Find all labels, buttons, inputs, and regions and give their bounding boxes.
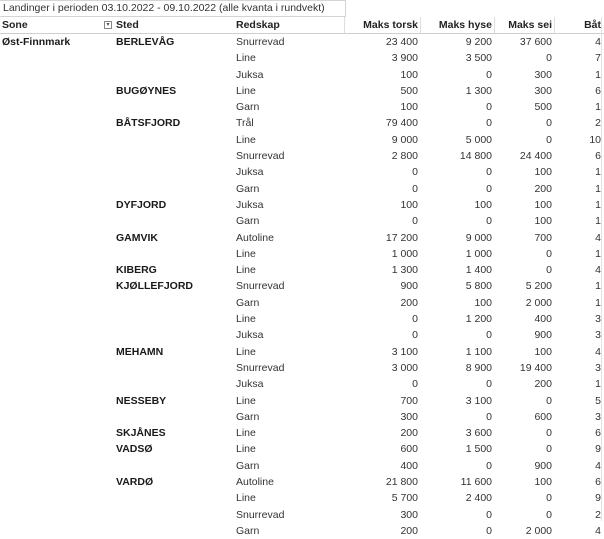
cell-maks-sei: 0: [546, 264, 552, 277]
table-row[interactable]: [0, 523, 604, 539]
cell-redskap: Line: [236, 492, 256, 505]
cell-maks-hyse: 1 300: [465, 84, 492, 97]
cell-sone: [0, 230, 114, 246]
cell-maks-torsk: 79 400: [385, 117, 418, 130]
cell-maks-sei: 0: [546, 394, 552, 407]
cell-maks-sei: 0: [546, 427, 552, 440]
cell-maks-torsk: 200: [400, 524, 418, 537]
cell-bat: 4: [595, 264, 601, 277]
cell-maks-hyse: 0: [486, 410, 492, 423]
col-header-bat[interactable]: Båt: [554, 17, 604, 33]
cell-maks-sei: 0: [546, 133, 552, 146]
cell-bat: 7: [595, 52, 601, 65]
cell-maks-hyse: 1 200: [465, 313, 492, 326]
cell-sone: [0, 181, 114, 197]
cell-sted: [114, 376, 234, 392]
cell-maks-torsk: 300: [400, 508, 418, 521]
cell-sone: [0, 295, 114, 311]
cell-bat: 6: [595, 476, 601, 489]
cell-sone: [0, 523, 114, 539]
cell-bat: 9: [595, 443, 601, 456]
cell-bat: 6: [595, 427, 601, 440]
cell-sone: [0, 99, 114, 115]
table-right-border: [601, 17, 602, 521]
cell-redskap: Juksa: [236, 198, 264, 211]
cell-sted: [114, 507, 234, 523]
cell-sted: [114, 458, 234, 474]
cell-sted: [114, 99, 234, 115]
cell-maks-sei: 0: [546, 492, 552, 505]
cell-maks-hyse: 0: [486, 166, 492, 179]
cell-maks-torsk: 100: [400, 68, 418, 81]
cell-redskap: Snurrevad: [236, 508, 285, 521]
table-row[interactable]: [0, 458, 604, 474]
table-row[interactable]: [0, 164, 604, 180]
cell-sted: [114, 164, 234, 180]
cell-maks-sei: 100: [534, 345, 552, 358]
cell-maks-sei: 0: [546, 508, 552, 521]
table-row[interactable]: [0, 83, 604, 99]
cell-maks-sei: 19 400: [519, 361, 552, 374]
table-row[interactable]: [0, 230, 604, 246]
cell-maks-torsk: 0: [412, 215, 418, 228]
cell-maks-sei: 300: [534, 84, 552, 97]
table-row[interactable]: [0, 262, 604, 278]
table-row[interactable]: [0, 441, 604, 457]
cell-sone: [0, 83, 114, 99]
cell-sone: [0, 409, 114, 425]
cell-maks-torsk: 1 000: [391, 247, 418, 260]
cell-sone: [0, 490, 114, 506]
cell-maks-hyse: 0: [486, 508, 492, 521]
cell-sone: [0, 441, 114, 457]
table-row[interactable]: [0, 34, 604, 50]
cell-maks-sei: 100: [534, 215, 552, 228]
cell-sted: [114, 523, 234, 539]
cell-redskap: Snurrevad: [236, 36, 285, 48]
cell-sone: [0, 311, 114, 327]
cell-bat: 1: [595, 378, 601, 391]
cell-bat: 4: [595, 459, 601, 472]
cell-sted: [114, 213, 234, 229]
cell-redskap: Juksa: [236, 378, 264, 391]
cell-redskap: Trål: [236, 117, 254, 130]
cell-maks-sei: 700: [534, 231, 552, 244]
cell-sone: [0, 197, 114, 213]
cell-sted: BÅTSFJORD: [116, 117, 181, 130]
cell-redskap: Garn: [236, 101, 260, 114]
cell-maks-hyse: 14 800: [459, 150, 492, 163]
cell-maks-sei: 900: [534, 329, 552, 342]
cell-sted: [114, 360, 234, 376]
report-title: Landinger i perioden 03.10.2022 - 09.10.2022 (alle kvanta i rundvekt): [0, 0, 346, 17]
cell-maks-hyse: 11 600: [460, 476, 492, 489]
cell-sone: [0, 327, 114, 343]
cell-bat: 1: [595, 166, 601, 179]
table-row[interactable]: [0, 474, 604, 490]
cell-maks-torsk: 300: [400, 410, 418, 423]
table-row[interactable]: [0, 344, 604, 360]
cell-bat: 4: [595, 36, 601, 48]
cell-bat: 3: [595, 361, 601, 374]
col-header-sone[interactable]: Sone: [2, 19, 28, 31]
cell-maks-sei: 2 000: [525, 524, 552, 537]
cell-maks-hyse: 1 500: [465, 443, 492, 456]
cell-redskap: Line: [236, 247, 256, 260]
cell-sone: [0, 148, 114, 164]
table-row[interactable]: [0, 409, 604, 425]
cell-maks-sei: 100: [534, 476, 552, 489]
cell-maks-sei: 24 400: [519, 150, 552, 163]
cell-maks-hyse: 0: [486, 68, 492, 81]
cell-maks-sei: 600: [534, 410, 552, 423]
cell-redskap: Line: [236, 133, 256, 146]
cell-maks-torsk: 900: [400, 280, 418, 293]
cell-bat: 9: [595, 492, 601, 505]
cell-maks-sei: 0: [546, 247, 552, 260]
cell-sted: BERLEVÅG: [116, 36, 175, 48]
cell-redskap: Autoline: [236, 231, 274, 244]
cell-maks-torsk: 3 100: [391, 345, 418, 358]
cell-bat: 1: [595, 68, 601, 81]
cell-maks-hyse: 8 900: [465, 361, 492, 374]
cell-maks-sei: 0: [546, 52, 552, 65]
cell-redskap: Juksa: [236, 166, 264, 179]
cell-redskap: Line: [236, 84, 256, 97]
cell-maks-sei: 500: [534, 101, 552, 114]
cell-sted: VARDØ: [116, 476, 154, 489]
cell-maks-sei: 37 600: [519, 36, 552, 48]
cell-sted: [114, 148, 234, 164]
cell-maks-hyse: 1 000: [465, 247, 492, 260]
cell-maks-hyse: 0: [486, 182, 492, 195]
cell-sone: [0, 262, 114, 278]
cell-redskap: Garn: [236, 410, 260, 423]
table-row[interactable]: [0, 197, 604, 213]
table-row[interactable]: [0, 115, 604, 131]
cell-sted: [114, 50, 234, 66]
cell-sted: MEHAMN: [116, 345, 164, 358]
table-row[interactable]: [0, 132, 604, 148]
cell-bat: 4: [595, 231, 601, 244]
cell-sone: [0, 246, 114, 262]
cell-maks-sei: 100: [534, 166, 552, 179]
cell-maks-hyse: 0: [486, 378, 492, 391]
cell-maks-hyse: 1 100: [465, 345, 492, 358]
cell-sted: [114, 327, 234, 343]
table-row[interactable]: [0, 376, 604, 392]
cell-sone: [0, 474, 114, 490]
cell-maks-torsk: 400: [400, 459, 418, 472]
cell-maks-hyse: 100: [474, 198, 492, 211]
cell-maks-sei: 900: [534, 459, 552, 472]
cell-maks-hyse: 0: [486, 117, 492, 130]
table-row[interactable]: [0, 327, 604, 343]
cell-maks-hyse: 0: [486, 524, 492, 537]
cell-sone: [0, 360, 114, 376]
cell-redskap: Snurrevad: [236, 280, 285, 293]
cell-bat: 2: [595, 117, 601, 130]
col-header-sted[interactable]: Sted: [116, 19, 139, 31]
cell-maks-sei: 200: [534, 378, 552, 391]
cell-redskap: Line: [236, 427, 256, 440]
cell-maks-torsk: 9 000: [391, 133, 418, 146]
filter-icon[interactable]: ▾: [104, 21, 112, 29]
cell-redskap: Line: [236, 345, 256, 358]
cell-sted: NESSEBY: [116, 394, 167, 407]
table-row[interactable]: [0, 490, 604, 506]
cell-bat: 3: [595, 313, 601, 326]
cell-maks-sei: 2 000: [525, 296, 552, 309]
cell-bat: 10: [589, 133, 601, 146]
table-row[interactable]: [0, 278, 604, 294]
col-header-maks-hyse[interactable]: Maks hyse: [420, 17, 494, 33]
cell-bat: 4: [595, 345, 601, 358]
cell-sted: VADSØ: [116, 443, 153, 456]
col-header-maks-torsk[interactable]: Maks torsk: [344, 17, 420, 33]
cell-maks-hyse: 100: [474, 296, 492, 309]
cell-bat: 1: [595, 215, 601, 228]
table-header: [0, 17, 604, 34]
cell-sted: [114, 181, 234, 197]
cell-maks-torsk: 700: [400, 394, 418, 407]
cell-maks-hyse: 0: [486, 215, 492, 228]
cell-maks-hyse: 5 800: [465, 280, 492, 293]
cell-maks-hyse: 9 000: [465, 231, 492, 244]
cell-sone: [0, 50, 114, 66]
cell-redskap: Garn: [236, 459, 260, 472]
cell-maks-sei: 5 200: [525, 280, 552, 293]
cell-redskap: Juksa: [236, 68, 264, 81]
col-header-redskap[interactable]: Redskap: [236, 19, 280, 31]
cell-maks-hyse: 3 100: [465, 394, 492, 407]
cell-sted: [114, 490, 234, 506]
cell-bat: 3: [595, 410, 601, 423]
cell-maks-torsk: 0: [412, 166, 418, 179]
cell-sone: [0, 278, 114, 294]
cell-redskap: Line: [236, 52, 256, 65]
cell-maks-torsk: 21 800: [385, 476, 418, 489]
cell-maks-torsk: 0: [412, 182, 418, 195]
cell-bat: 6: [595, 150, 601, 163]
cell-bat: 6: [595, 84, 601, 97]
cell-maks-sei: 0: [546, 117, 552, 130]
table-body: [0, 34, 604, 539]
cell-maks-torsk: 200: [400, 427, 418, 440]
cell-sted: GAMVIK: [116, 231, 158, 244]
cell-redskap: Autoline: [236, 476, 274, 489]
cell-maks-torsk: 0: [412, 329, 418, 342]
cell-sone: [0, 213, 114, 229]
cell-maks-torsk: 600: [400, 443, 418, 456]
table-row[interactable]: [0, 181, 604, 197]
landings-table: [0, 17, 604, 539]
cell-sone: [0, 458, 114, 474]
cell-sone: [0, 115, 114, 131]
cell-maks-hyse: 3 500: [465, 52, 492, 65]
cell-maks-hyse: 5 000: [465, 133, 492, 146]
cell-redskap: Juksa: [236, 329, 264, 342]
cell-maks-sei: 200: [534, 182, 552, 195]
cell-bat: 1: [595, 280, 601, 293]
cell-redskap: Garn: [236, 524, 260, 537]
cell-sone: [0, 164, 114, 180]
cell-bat: 1: [595, 247, 601, 260]
cell-redskap: Line: [236, 264, 256, 277]
cell-sted: SKJÅNES: [116, 427, 166, 440]
cell-maks-torsk: 5 700: [391, 492, 418, 505]
cell-maks-hyse: 1 400: [465, 264, 492, 277]
table-row[interactable]: [0, 99, 604, 115]
cell-maks-hyse: 3 600: [465, 427, 492, 440]
cell-maks-torsk: 17 200: [385, 231, 418, 244]
table-row[interactable]: [0, 246, 604, 262]
cell-maks-torsk: 3 000: [391, 361, 418, 374]
cell-sted: [114, 246, 234, 262]
cell-sone: [0, 393, 114, 409]
cell-maks-torsk: 100: [400, 198, 418, 211]
cell-redskap: Line: [236, 313, 256, 326]
cell-bat: 4: [595, 524, 601, 537]
cell-bat: 1: [595, 198, 601, 211]
table-row[interactable]: [0, 311, 604, 327]
cell-bat: 1: [595, 182, 601, 195]
cell-bat: 1: [595, 101, 601, 114]
cell-maks-torsk: 23 400: [385, 36, 418, 48]
cell-maks-torsk: 2 800: [391, 150, 418, 163]
cell-sted: [114, 409, 234, 425]
cell-redskap: Snurrevad: [236, 361, 285, 374]
cell-sted: [114, 311, 234, 327]
cell-redskap: Line: [236, 394, 256, 407]
cell-maks-torsk: 200: [400, 296, 418, 309]
cell-bat: 2: [595, 508, 601, 521]
cell-maks-hyse: 2 400: [465, 492, 492, 505]
cell-sted: [114, 132, 234, 148]
cell-redskap: Garn: [236, 215, 260, 228]
cell-maks-sei: 100: [534, 198, 552, 211]
table-row[interactable]: [0, 148, 604, 164]
cell-sone: [0, 132, 114, 148]
table-row[interactable]: [0, 360, 604, 376]
cell-maks-torsk: 3 900: [391, 52, 418, 65]
cell-sted: [114, 67, 234, 83]
cell-maks-torsk: 100: [400, 101, 418, 114]
cell-maks-sei: 0: [546, 443, 552, 456]
cell-redskap: Snurrevad: [236, 150, 285, 163]
table-row[interactable]: [0, 50, 604, 66]
cell-maks-hyse: 0: [486, 329, 492, 342]
cell-sted: KJØLLEFJORD: [116, 280, 194, 293]
cell-sone: [0, 67, 114, 83]
cell-maks-hyse: 0: [486, 101, 492, 114]
cell-redskap: Garn: [236, 296, 260, 309]
table-row[interactable]: [0, 213, 604, 229]
cell-maks-sei: 300: [534, 68, 552, 81]
table-row[interactable]: [0, 393, 604, 409]
cell-sone: [0, 507, 114, 523]
cell-maks-torsk: 500: [400, 84, 418, 97]
cell-sone: Øst-Finnmark: [2, 36, 71, 48]
cell-maks-sei: 400: [534, 313, 552, 326]
cell-sted: DYFJORD: [116, 198, 167, 211]
cell-maks-torsk: 1 300: [391, 264, 418, 277]
table-row[interactable]: [0, 425, 604, 441]
cell-sted: KIBERG: [116, 264, 157, 277]
table-row[interactable]: [0, 295, 604, 311]
cell-redskap: Garn: [236, 182, 260, 195]
cell-bat: 3: [595, 329, 601, 342]
cell-bat: 1: [595, 296, 601, 309]
cell-maks-hyse: 9 200: [465, 36, 492, 48]
col-header-maks-sei[interactable]: Maks sei: [494, 17, 554, 33]
cell-redskap: Line: [236, 443, 256, 456]
cell-maks-torsk: 0: [412, 378, 418, 391]
cell-sted: BUGØYNES: [116, 84, 177, 97]
cell-maks-hyse: 0: [486, 459, 492, 472]
cell-sone: [0, 344, 114, 360]
cell-sone: [0, 425, 114, 441]
cell-sone: [0, 376, 114, 392]
cell-maks-torsk: 0: [412, 313, 418, 326]
table-row[interactable]: [0, 67, 604, 83]
cell-sted: [114, 295, 234, 311]
table-row[interactable]: [0, 507, 604, 523]
cell-bat: 5: [595, 394, 601, 407]
